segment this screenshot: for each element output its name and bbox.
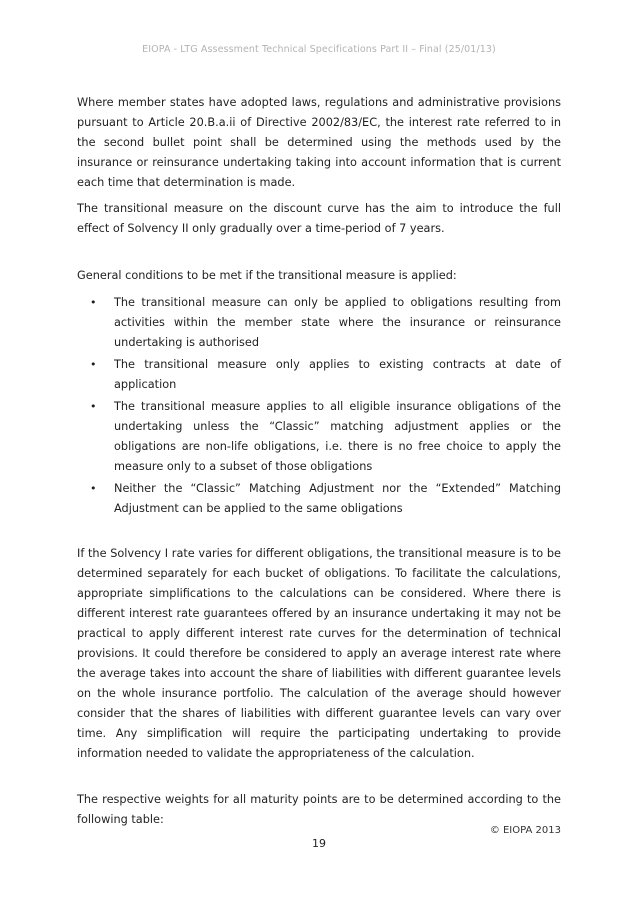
list-item [77, 355, 561, 395]
paragraph-transitional-aim: The transitional measure on the discount curve has the aim to introduce the full effect of Solvency II only gradually over a time-period of 7 years. [77, 202, 561, 235]
bullet-marker: • [90, 296, 97, 309]
bullet-marker: • [90, 400, 97, 413]
list-item [77, 293, 561, 353]
list-item-text: The transitional measure only applies to existing contracts at date of application [114, 358, 561, 391]
copyright-notice: © EIOPA 2013 [489, 825, 561, 836]
paragraph-member-states: Where member states have adopted laws, regulations and administrative provisions pursuant to Article 20.B.a.ii of Directive 2002/83/EC, the interest rate referred to in the second bullet point shall be determined using the methods used by the insurance or reinsurance undertaking taking into account information that is current each time that determination is made. [77, 96, 561, 189]
list-item-text: Neither the “Classic” Matching Adjustment nor the “Extended” Matching Adjustment can be applied to the same obligations [114, 482, 561, 515]
list-item-text: The transitional measure can only be applied to obligations resulting from activities within the member state where the insurance or reinsurance undertaking is authorised [114, 296, 561, 349]
list-item-text: The transitional measure applies to all eligible insurance obligations of the undertaking unless the “Classic” matching adjustment applies or the obligations are non-life obligations, i.e. there is no free choice to apply the measure only to a subset of those obligations [114, 400, 561, 473]
list-item [77, 479, 561, 519]
bullet-marker: • [90, 482, 97, 495]
conditions-list [77, 293, 561, 519]
list-item [77, 397, 561, 477]
conditions-intro: General conditions to be met if the transitional measure is applied: [77, 269, 457, 282]
running-header: EIOPA - LTG Assessment Technical Specifications Part II – Final (25/01/13) [142, 44, 496, 55]
paragraph-solvency-rate: If the Solvency I rate varies for different obligations, the transitional measure is to be determined separately for each bucket of obligations. To facilitate the calculations, appropriate simplifications to the calculations can be considered. Where there is different interest rate guarantees offered by an insurance undertaking it may not be practical to apply different interest rate curves for the determination of technical provisions. It could therefore be considered to apply an average interest rate where the average takes into account the share of liabilities with different guarantee levels on the whole insurance portfolio. The calculation of the average should however consider that the shares of liabilities with different guarantee levels can vary over time. Any simplification will require the participating undertaking to provide information needed to validate the appropriateness of the calculation. [77, 547, 561, 760]
page-number: 19 [312, 837, 326, 850]
bullet-marker: • [90, 358, 97, 371]
paragraph-weights: The respective weights for all maturity points are to be determined according to the following table: [77, 793, 561, 826]
page-body [77, 93, 561, 830]
